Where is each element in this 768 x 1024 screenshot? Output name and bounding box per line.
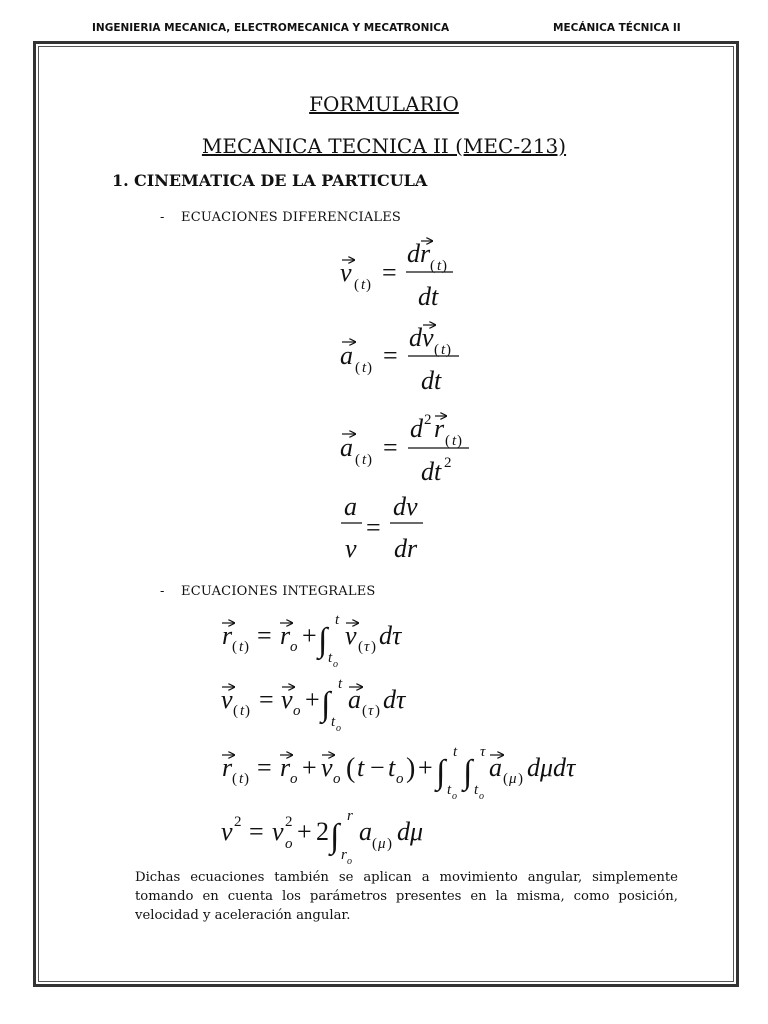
header-right-text: MECÁNICA TÉCNICA II	[553, 22, 681, 34]
svg-text:μ: μ	[378, 836, 386, 852]
svg-text:o: o	[333, 771, 341, 787]
svg-text:a: a	[340, 433, 353, 462]
svg-text:(: (	[233, 703, 238, 719]
svg-text:v: v	[422, 323, 434, 352]
svg-text:t: t	[388, 753, 396, 782]
svg-text:o: o	[333, 659, 338, 670]
svg-text:v: v	[221, 817, 233, 846]
svg-text:t: t	[437, 258, 442, 274]
svg-text:∫: ∫	[330, 818, 340, 855]
svg-text:r: r	[341, 847, 347, 863]
svg-text:a: a	[344, 492, 357, 521]
svg-text:v: v	[345, 534, 357, 563]
svg-text:2: 2	[424, 412, 432, 428]
svg-text:): )	[457, 433, 462, 449]
svg-text:t: t	[441, 342, 446, 358]
svg-text:=: =	[257, 753, 272, 782]
svg-text:=: =	[383, 341, 398, 370]
svg-text:): )	[442, 258, 447, 274]
svg-text:t: t	[474, 782, 479, 798]
svg-text:t: t	[362, 360, 367, 376]
svg-text:(: (	[358, 639, 363, 655]
subsection-bullet: -	[160, 584, 165, 599]
svg-text:μ: μ	[509, 771, 517, 787]
svg-text:): )	[446, 342, 451, 358]
svg-text:d: d	[409, 323, 422, 352]
svg-text:t: t	[328, 650, 333, 666]
svg-text:t: t	[239, 771, 244, 787]
svg-text:o: o	[336, 723, 341, 734]
svg-text:a: a	[348, 685, 361, 714]
svg-text:2: 2	[234, 814, 242, 830]
svg-text:v: v	[272, 817, 284, 846]
svg-text:t: t	[357, 753, 365, 782]
explanation-paragraph: Dichas ecuaciones también se aplican a movimiento angular, simplemente tomando en cuenta los parámetros presentes en la misma, como posición, velocidad y aceleración angular.	[135, 870, 678, 923]
svg-text:(: (	[372, 836, 377, 852]
svg-text:v: v	[340, 258, 352, 287]
svg-text:t: t	[362, 452, 367, 468]
svg-text:t: t	[331, 714, 336, 730]
svg-text:+: +	[418, 753, 433, 782]
svg-text:v: v	[221, 685, 233, 714]
svg-text:+: +	[305, 685, 320, 714]
svg-text:): )	[245, 703, 250, 719]
svg-text:): )	[371, 639, 376, 655]
svg-text:∫: ∫	[321, 686, 331, 723]
svg-text:(: (	[232, 639, 237, 655]
svg-text:v: v	[345, 621, 357, 650]
svg-text:): )	[387, 836, 392, 852]
svg-text:(: (	[362, 703, 367, 719]
header-left-text: INGENIERIA MECANICA, ELECTROMECANICA Y MECATRONICA	[92, 22, 450, 34]
svg-text:2: 2	[285, 814, 293, 830]
svg-text:=: =	[383, 433, 398, 462]
svg-text:∫: ∫	[436, 754, 446, 791]
subsection-bullet: -	[160, 210, 165, 225]
subsection-title: ECUACIONES DIFERENCIALES	[181, 210, 402, 225]
svg-text:dr: dr	[394, 534, 418, 563]
svg-text:): )	[244, 639, 249, 655]
svg-text:o: o	[285, 836, 293, 852]
svg-text:dμ: dμ	[397, 817, 424, 846]
svg-text:a: a	[340, 341, 353, 370]
svg-text:=: =	[249, 817, 264, 846]
svg-text:dt: dt	[418, 282, 439, 311]
svg-text:o: o	[452, 791, 457, 802]
svg-text:v: v	[321, 753, 333, 782]
svg-text:dτ: dτ	[379, 621, 402, 650]
svg-text:=: =	[257, 621, 272, 650]
svg-text:d: d	[410, 414, 423, 443]
svg-text:o: o	[479, 791, 484, 802]
section-title: CINEMATICA DE LA PARTICULA	[134, 171, 428, 190]
svg-text:a: a	[489, 753, 502, 782]
svg-text:r: r	[222, 753, 233, 782]
svg-text:t: t	[240, 703, 245, 719]
svg-text:(: (	[354, 277, 359, 293]
svg-text:r: r	[420, 239, 431, 268]
document-subtitle: MECANICA TECNICA II (MEC-213)	[201, 134, 567, 158]
svg-text:o: o	[347, 856, 352, 867]
subsection-title: ECUACIONES INTEGRALES	[181, 584, 376, 599]
svg-text:): )	[518, 771, 523, 787]
svg-text:r: r	[222, 621, 233, 650]
svg-text:(: (	[355, 452, 360, 468]
svg-text:=: =	[366, 513, 381, 542]
svg-text:r: r	[434, 414, 445, 443]
svg-text:): )	[375, 703, 380, 719]
svg-text:dv: dv	[393, 492, 418, 521]
equation-velocity-integral	[221, 676, 407, 734]
svg-text:a: a	[359, 817, 372, 846]
svg-text:τ: τ	[368, 703, 374, 719]
equation-a-over-v	[341, 492, 423, 563]
svg-text:o: o	[290, 771, 298, 787]
svg-text:τ: τ	[364, 639, 370, 655]
svg-text:dt: dt	[421, 366, 442, 395]
svg-text:=: =	[382, 258, 397, 287]
svg-text:o: o	[396, 771, 404, 787]
svg-text:): )	[366, 277, 371, 293]
svg-text:(: (	[232, 771, 237, 787]
svg-text:t: t	[338, 676, 343, 692]
svg-text:τ: τ	[480, 744, 486, 760]
svg-text:t: t	[361, 277, 366, 293]
svg-text:): )	[367, 360, 372, 376]
svg-text:o: o	[290, 639, 298, 655]
svg-text:∫: ∫	[463, 754, 473, 791]
equation-acceleration-second-derivative	[340, 412, 469, 486]
svg-text:+: +	[297, 817, 312, 846]
svg-text:v: v	[281, 685, 293, 714]
svg-text:r: r	[280, 621, 291, 650]
svg-text:−: −	[370, 753, 385, 782]
svg-text:t: t	[239, 639, 244, 655]
svg-text:t: t	[452, 433, 457, 449]
svg-text:r: r	[280, 753, 291, 782]
equation-velocity-squared	[221, 808, 423, 867]
svg-text:(: (	[434, 342, 439, 358]
svg-text:o: o	[293, 703, 301, 719]
svg-text:t: t	[453, 744, 458, 760]
svg-text:): )	[406, 753, 416, 784]
svg-text:t: t	[335, 612, 340, 628]
document-title: FORMULARIO	[309, 92, 459, 116]
svg-text:d: d	[407, 239, 420, 268]
svg-text:(: (	[430, 258, 435, 274]
svg-text:dτ: dτ	[383, 685, 406, 714]
svg-text:=: =	[259, 685, 274, 714]
svg-text:r: r	[347, 808, 353, 824]
equation-velocity-derivative	[340, 239, 453, 311]
equation-position-double-integral	[222, 744, 577, 802]
svg-text:(: (	[355, 360, 360, 376]
svg-text:): )	[244, 771, 249, 787]
svg-text:2: 2	[444, 455, 452, 471]
svg-text:∫: ∫	[318, 622, 328, 659]
svg-text:(: (	[503, 771, 508, 787]
svg-text:(: (	[445, 433, 450, 449]
equation-acceleration-derivative	[340, 323, 459, 395]
svg-text:): )	[367, 452, 372, 468]
svg-text:+: +	[302, 753, 317, 782]
svg-text:t: t	[447, 782, 452, 798]
equation-position-integral	[222, 612, 403, 670]
svg-text:dμdτ: dμdτ	[527, 753, 576, 782]
svg-text:2: 2	[316, 817, 329, 846]
svg-text:+: +	[302, 621, 317, 650]
svg-text:(: (	[346, 753, 356, 784]
svg-text:dt: dt	[421, 457, 442, 486]
section-number: 1.	[112, 171, 129, 190]
